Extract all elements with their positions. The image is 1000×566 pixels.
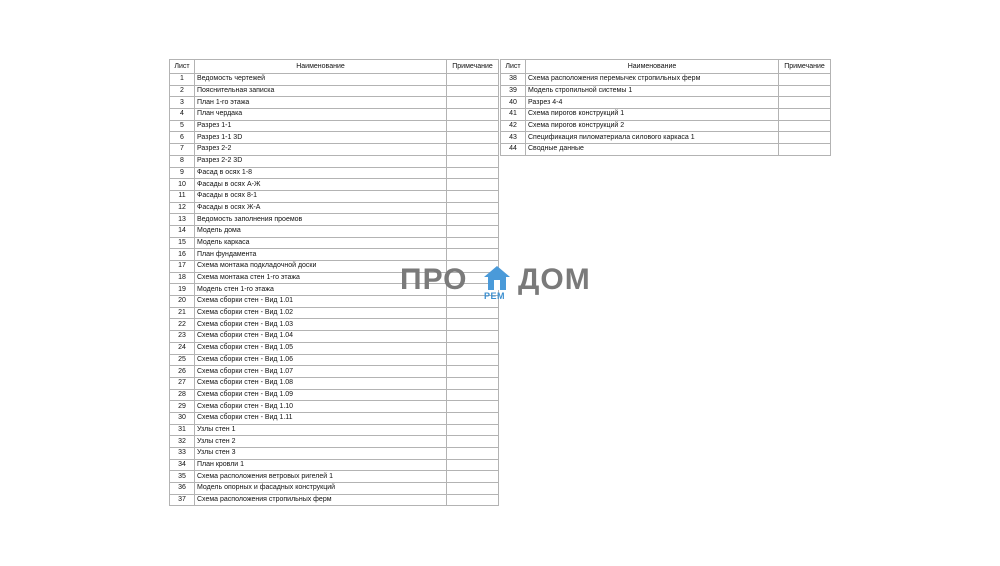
- sheet-number: 38: [501, 74, 526, 86]
- table-row: [170, 85, 499, 97]
- sheet-note: [447, 307, 499, 319]
- sheet-name: Модель стропильной системы 1: [526, 85, 779, 97]
- sheet-note: [447, 366, 499, 378]
- sheet-number: 36: [170, 483, 195, 495]
- sheet-name: Сводные данные: [526, 144, 779, 156]
- table-row: [170, 424, 499, 436]
- table-row: [170, 483, 499, 495]
- table-row: [170, 109, 499, 121]
- sheet-name: План чердака: [195, 109, 447, 121]
- table-row: [170, 448, 499, 460]
- sheet-note: [779, 120, 831, 132]
- sheet-name: Схема сборки стен - Вид 1.11: [195, 412, 447, 424]
- sheet-number: 19: [170, 284, 195, 296]
- table-row: [170, 436, 499, 448]
- sheet-name: Модель каркаса: [195, 237, 447, 249]
- table-row: [170, 74, 499, 86]
- sheet-name: Узлы стен 2: [195, 436, 447, 448]
- sheet-name: Разрез 4-4: [526, 97, 779, 109]
- table-row: [170, 389, 499, 401]
- table-row: [170, 342, 499, 354]
- sheet-note: [447, 190, 499, 202]
- sheet-name: Узлы стен 1: [195, 424, 447, 436]
- logo-text-right: ДОМ: [518, 263, 591, 296]
- sheet-name: Пояснительная записка: [195, 85, 447, 97]
- sheet-name: Ведомость чертежей: [195, 74, 447, 86]
- sheet-name: Фасад в осях 1-8: [195, 167, 447, 179]
- sheet-number: 27: [170, 377, 195, 389]
- sheet-number: 31: [170, 424, 195, 436]
- table-row: [501, 144, 831, 156]
- sheet-name: Схема сборки стен - Вид 1.08: [195, 377, 447, 389]
- sheet-note: [447, 342, 499, 354]
- sheet-name: Разрез 1-1: [195, 120, 447, 132]
- table-row: [501, 74, 831, 86]
- sheet-note: [779, 74, 831, 86]
- sheet-number: 29: [170, 401, 195, 413]
- sheet-note: [447, 249, 499, 261]
- sheet-number: 40: [501, 97, 526, 109]
- sheet-note: [779, 144, 831, 156]
- sheet-name: Разрез 2-2: [195, 144, 447, 156]
- table-row: [170, 167, 499, 179]
- sheet-note: [447, 448, 499, 460]
- sheet-name: Схема сборки стен - Вид 1.02: [195, 307, 447, 319]
- sheet-name: Схема сборки стен - Вид 1.06: [195, 354, 447, 366]
- sheet-number: 5: [170, 120, 195, 132]
- sheet-number: 6: [170, 132, 195, 144]
- sheet-note: [447, 132, 499, 144]
- sheet-note: [447, 74, 499, 86]
- sheet-note: [447, 494, 499, 506]
- sheet-note: [447, 202, 499, 214]
- sheet-note: [447, 155, 499, 167]
- sheet-note: [447, 179, 499, 191]
- sheet-note: [447, 167, 499, 179]
- sheet-note: [447, 436, 499, 448]
- table-row: [170, 132, 499, 144]
- sheet-number: 26: [170, 366, 195, 378]
- sheet-name: Модель опорных и фасадных конструкций: [195, 483, 447, 495]
- sheet-number: 3: [170, 97, 195, 109]
- sheet-name: Схема сборки стен - Вид 1.05: [195, 342, 447, 354]
- sheet-number: 44: [501, 144, 526, 156]
- col-header-note: Примечание: [779, 60, 831, 74]
- sheet-note: [447, 412, 499, 424]
- sheet-number: 18: [170, 272, 195, 284]
- sheet-number: 34: [170, 459, 195, 471]
- table-row: [170, 214, 499, 226]
- sheet-number: 22: [170, 319, 195, 331]
- sheet-note: [447, 97, 499, 109]
- sheet-note: [447, 144, 499, 156]
- sheet-number: 30: [170, 412, 195, 424]
- watermark-logo: [400, 262, 600, 304]
- sheet-name: Схема монтажа стен 1-го этажа: [195, 272, 447, 284]
- sheet-note: [447, 237, 499, 249]
- sheet-number: 9: [170, 167, 195, 179]
- table-row: [501, 85, 831, 97]
- sheet-name: Схема сборки стен - Вид 1.04: [195, 331, 447, 343]
- sheet-number: 24: [170, 342, 195, 354]
- sheet-name: Схема сборки стен - Вид 1.10: [195, 401, 447, 413]
- sheet-note: [447, 109, 499, 121]
- col-header-name: Наименование: [526, 60, 779, 74]
- table-row: [170, 97, 499, 109]
- table-row: [170, 179, 499, 191]
- table-row: [170, 354, 499, 366]
- sheet-name: Схема монтажа подкладочной доски: [195, 261, 447, 273]
- table-row: [170, 319, 499, 331]
- drawings-list-table-right: [500, 59, 831, 156]
- logo-text-left: ПРО: [400, 263, 468, 296]
- table-body-right: [501, 74, 831, 156]
- table-row: [170, 190, 499, 202]
- sheet-number: 13: [170, 214, 195, 226]
- sheet-number: 7: [170, 144, 195, 156]
- sheet-note: [447, 471, 499, 483]
- sheet-note: [447, 120, 499, 132]
- sheet-name: Схема расположения стропильных ферм: [195, 494, 447, 506]
- sheet-number: 4: [170, 109, 195, 121]
- table-row: [170, 401, 499, 413]
- sheet-number: 10: [170, 179, 195, 191]
- sheet-name: Схема сборки стен - Вид 1.01: [195, 296, 447, 308]
- table-row: [501, 132, 831, 144]
- table-row: [170, 412, 499, 424]
- sheet-note: [447, 389, 499, 401]
- sheet-name: Схема пирогов конструкций 1: [526, 109, 779, 121]
- table-row: [170, 377, 499, 389]
- table-row: [170, 471, 499, 483]
- table-row: [170, 144, 499, 156]
- sheet-note: [779, 132, 831, 144]
- sheet-number: 41: [501, 109, 526, 121]
- sheet-number: 43: [501, 132, 526, 144]
- sheet-number: 20: [170, 296, 195, 308]
- table-row: [170, 225, 499, 237]
- sheet-note: [779, 85, 831, 97]
- sheet-note: [779, 97, 831, 109]
- sheet-number: 25: [170, 354, 195, 366]
- col-header-sheet: Лист: [501, 60, 526, 74]
- table-row: [501, 109, 831, 121]
- table-row: [170, 366, 499, 378]
- sheet-note: [447, 331, 499, 343]
- sheet-name: Спецификация пиломатериала силового каркаса 1: [526, 132, 779, 144]
- sheet-number: 28: [170, 389, 195, 401]
- sheet-number: 33: [170, 448, 195, 460]
- sheet-number: 8: [170, 155, 195, 167]
- sheet-name: Модель дома: [195, 225, 447, 237]
- sheet-number: 11: [170, 190, 195, 202]
- sheet-note: [447, 214, 499, 226]
- sheet-name: Схема пирогов конструкций 2: [526, 120, 779, 132]
- sheet-number: 12: [170, 202, 195, 214]
- table-row: [170, 237, 499, 249]
- sheet-name: Разрез 2-2 3D: [195, 155, 447, 167]
- sheet-name: Фасады в осях А-Ж: [195, 179, 447, 191]
- sheet-number: 39: [501, 85, 526, 97]
- sheet-number: 14: [170, 225, 195, 237]
- sheet-name: Модель стен 1-го этажа: [195, 284, 447, 296]
- sheet-number: 21: [170, 307, 195, 319]
- sheet-number: 1: [170, 74, 195, 86]
- sheet-number: 42: [501, 120, 526, 132]
- table-row: [170, 331, 499, 343]
- col-header-note: Примечание: [447, 60, 499, 74]
- sheet-name: Схема сборки стен - Вид 1.09: [195, 389, 447, 401]
- col-header-sheet: Лист: [170, 60, 195, 74]
- table-row: [170, 155, 499, 167]
- sheet-note: [447, 319, 499, 331]
- table-row: [170, 249, 499, 261]
- logo-subtext: РЕМ: [484, 291, 506, 301]
- sheet-number: 23: [170, 331, 195, 343]
- sheet-name: План фундамента: [195, 249, 447, 261]
- table-row: [170, 494, 499, 506]
- sheet-note: [447, 354, 499, 366]
- col-header-name: Наименование: [195, 60, 447, 74]
- sheet-name: Фасады в осях Ж-А: [195, 202, 447, 214]
- table-row: [501, 120, 831, 132]
- sheet-number: 37: [170, 494, 195, 506]
- table-row: [501, 97, 831, 109]
- sheet-note: [447, 459, 499, 471]
- table-row: [170, 459, 499, 471]
- sheet-note: [447, 424, 499, 436]
- sheet-number: 35: [170, 471, 195, 483]
- sheet-name: Ведомость заполнения проемов: [195, 214, 447, 226]
- sheet-name: Схема расположения ветровых ригелей 1: [195, 471, 447, 483]
- sheet-name: Схема сборки стен - Вид 1.07: [195, 366, 447, 378]
- sheet-name: План кровли 1: [195, 459, 447, 471]
- sheet-note: [779, 109, 831, 121]
- sheet-note: [447, 225, 499, 237]
- sheet-number: 32: [170, 436, 195, 448]
- sheet-note: [447, 377, 499, 389]
- sheet-number: 15: [170, 237, 195, 249]
- sheet-name: Разрез 1-1 3D: [195, 132, 447, 144]
- sheet-number: 16: [170, 249, 195, 261]
- sheet-name: План 1-го этажа: [195, 97, 447, 109]
- table-row: [170, 307, 499, 319]
- sheet-name: Узлы стен 3: [195, 448, 447, 460]
- sheet-name: Схема сборки стен - Вид 1.03: [195, 319, 447, 331]
- table-row: [170, 202, 499, 214]
- table-row: [170, 120, 499, 132]
- sheet-note: [447, 85, 499, 97]
- sheet-note: [447, 401, 499, 413]
- sheet-name: Схема расположения перемычек стропильных ферм: [526, 74, 779, 86]
- sheet-note: [447, 483, 499, 495]
- house-icon: [482, 264, 512, 294]
- sheet-name: Фасады в осях 8-1: [195, 190, 447, 202]
- sheet-number: 17: [170, 261, 195, 273]
- table-header-row: [501, 60, 831, 74]
- table-header-row: [170, 60, 499, 74]
- sheet-number: 2: [170, 85, 195, 97]
